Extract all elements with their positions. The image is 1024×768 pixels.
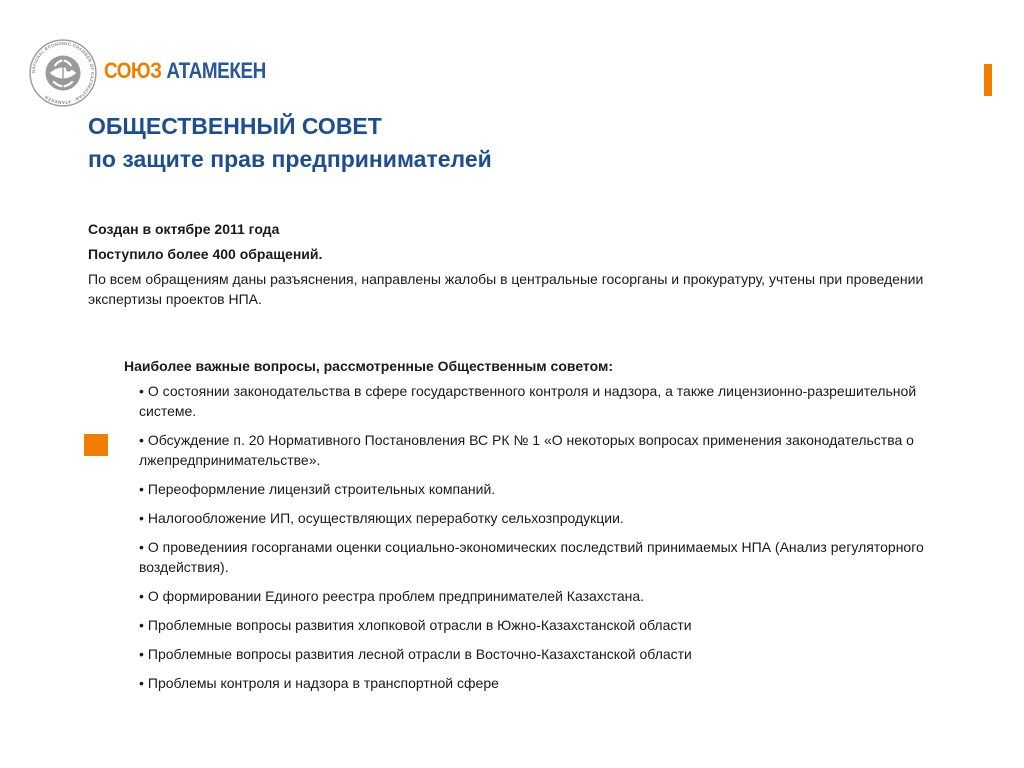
orange-square-marker [84, 434, 108, 456]
list-item [139, 537, 924, 577]
brand-name [104, 58, 266, 84]
bullet-icon: • [139, 588, 144, 604]
list-item [139, 381, 924, 421]
issues-heading: Наиболее важные вопросы, рассмотренные Общественным советом: [124, 358, 613, 374]
slide-title [88, 110, 492, 176]
list-item-text: Проблемные вопросы развития лесной отрасли в Восточно-Казахстанской области [147, 646, 692, 662]
description-text: По всем обращениям даны разъяснения, направлены жалобы в центральные госорганы и прокуратуру, учтены при проведении экспертизы проектов НПА. [88, 271, 924, 307]
brand-name-part1: СОЮЗ [104, 58, 162, 83]
created-text: Создан в октябре 2011 года [88, 221, 280, 237]
bullet-icon: • [139, 675, 144, 691]
list-item [139, 586, 924, 606]
list-item-text: Налогообложение ИП, осуществляющих переработку сельхозпродукции. [147, 510, 624, 526]
list-item-text: Переоформление лицензий строительных компаний. [147, 481, 496, 497]
list-item [139, 508, 924, 528]
title-line-2: по защите прав предпринимателей [88, 146, 492, 172]
bullet-icon: • [139, 432, 144, 448]
list-item-text: О состоянии законодательства в сфере государственного контроля и надзора, а также лицензионно-разрешительной системе. [139, 383, 917, 419]
list-item-text: Обсуждение п. 20 Нормативного Постановления ВС РК № 1 «О некоторых вопросах применения законодательства о лжепредпринимательстве». [139, 432, 914, 468]
issues-section [124, 356, 924, 702]
list-item-text: Проблемные вопросы развития хлопковой отрасли в Южно-Казахстанской области [147, 617, 692, 633]
issues-list [124, 381, 924, 693]
bullet-icon: • [139, 646, 144, 662]
list-item-text: Проблемы контроля и надзора в транспортной сфере [147, 675, 499, 691]
list-item-text: О формировании Единого реестра проблем предпринимателей Казахстана. [147, 588, 645, 604]
intro-section [88, 219, 968, 314]
accent-bar-top-right [984, 64, 992, 96]
list-item [139, 479, 924, 499]
list-item-text: О проведениия госорганами оценки социально-экономических последствий принимаемых НПА (Анализ регуляторного воздействия). [139, 539, 924, 575]
brand-name-part2: АТАМЕКЕН [166, 58, 266, 83]
bullet-icon: • [139, 510, 144, 526]
bullet-icon: • [139, 539, 144, 555]
bullet-icon: • [139, 481, 144, 497]
list-item [139, 673, 924, 693]
bullet-icon: • [139, 617, 144, 633]
atameken-globe-emblem-icon [28, 38, 98, 108]
emblem-ring-text: NATIONAL ECONOMIC CHAMBER OF KAZAKHSTAN · ATAMEKEN [30, 40, 96, 106]
list-item [139, 430, 924, 470]
list-item [139, 644, 924, 664]
bullet-icon: • [139, 383, 144, 399]
brand-logo [28, 38, 292, 108]
list-item [139, 615, 924, 635]
title-line-1: ОБЩЕСТВЕННЫЙ СОВЕТ [88, 113, 382, 139]
received-text: Поступило более 400 обращений. [88, 246, 323, 262]
